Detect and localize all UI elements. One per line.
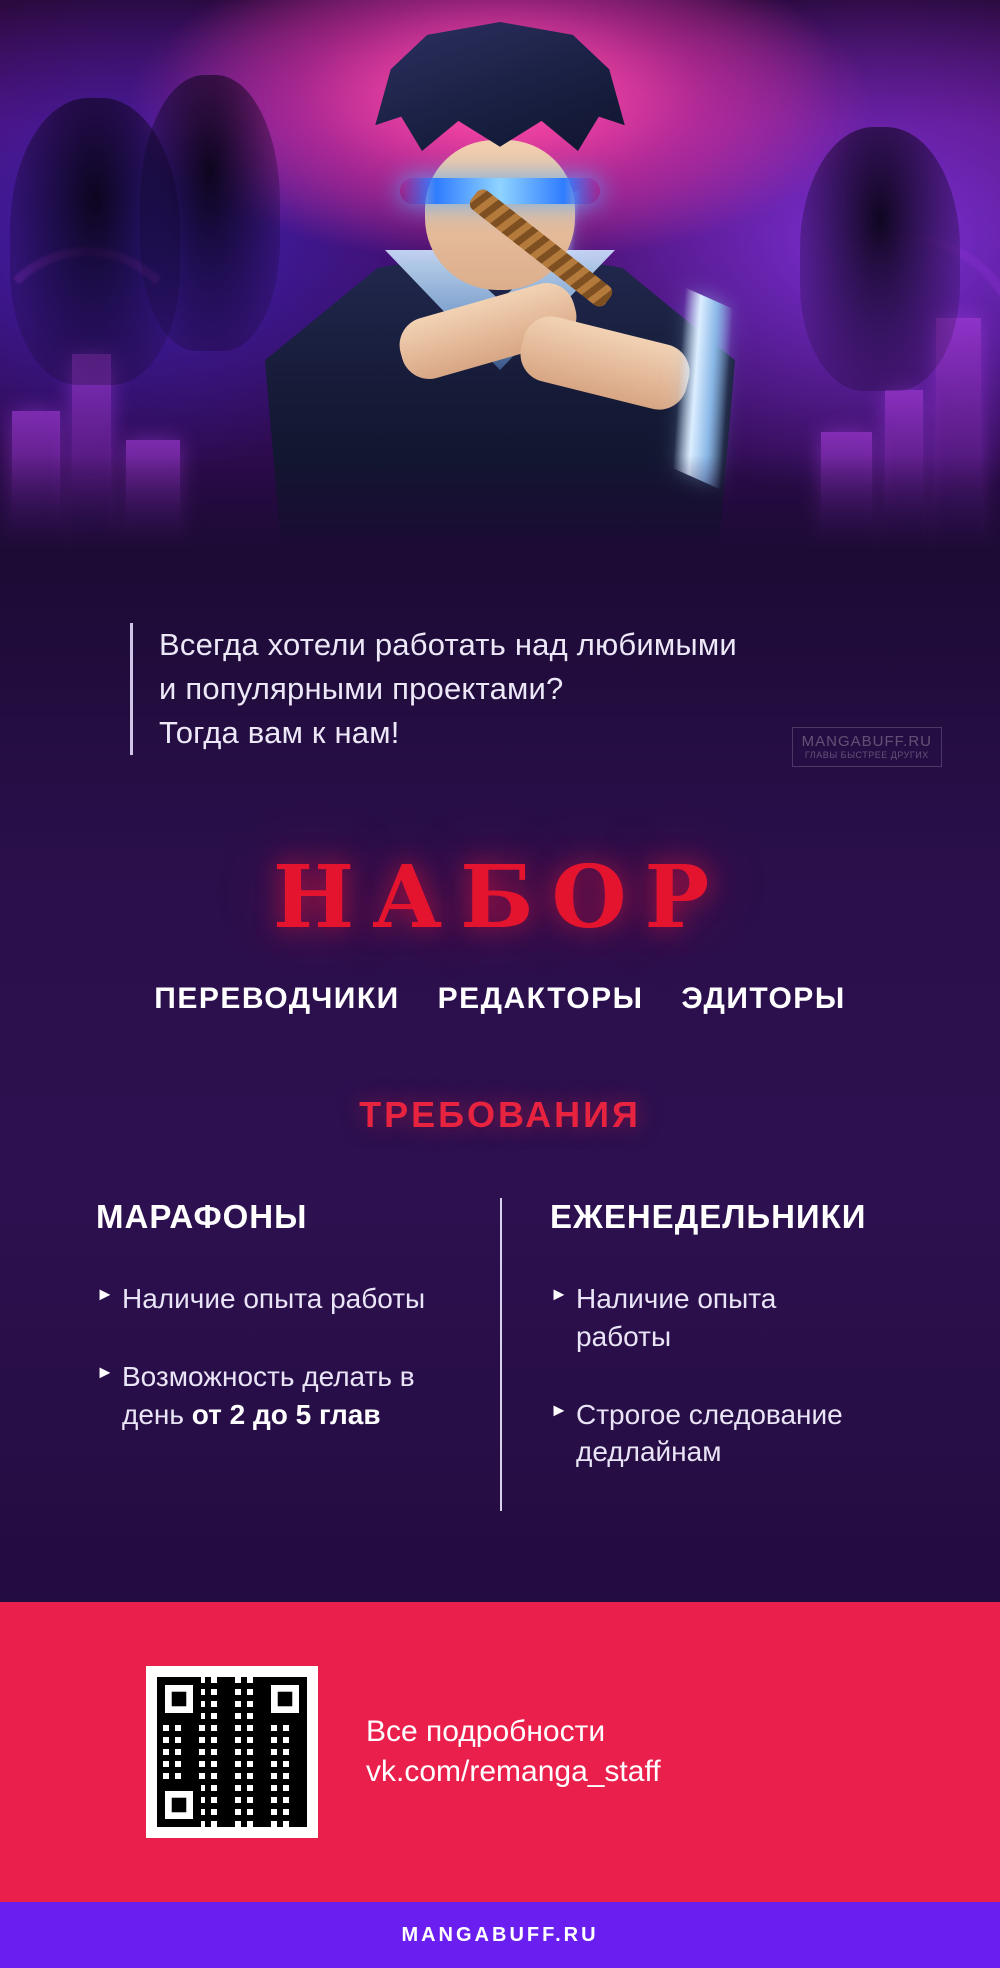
hero-fade: [0, 455, 1000, 575]
qr-eye-top-right: [263, 1677, 307, 1721]
requirement-emphasis: от 2 до 5 глав: [191, 1398, 381, 1430]
intro-line-3: Тогда вам к нам!: [159, 715, 400, 751]
role-item-editors: ЭДИТОРЫ: [681, 982, 846, 1016]
list-item: [96, 1358, 460, 1434]
list-item: [550, 1396, 864, 1472]
column-weeklies: [500, 1198, 904, 1511]
cta-section: [0, 1602, 1000, 1902]
hero-artwork: [0, 0, 1000, 575]
page-title: НАБОР: [272, 847, 728, 949]
requirement-list-weeklies: [550, 1280, 864, 1471]
requirements-title: ТРЕБОВАНИЯ: [359, 1094, 641, 1136]
cta-line-1: Все подробности: [366, 1714, 606, 1748]
cta-text-block: [366, 1712, 661, 1793]
requirement-text: Наличие опыта работы: [576, 1283, 777, 1352]
column-marathons: [96, 1198, 500, 1511]
requirement-text: Строгое следование дедлайнам: [576, 1398, 843, 1468]
list-item: [96, 1280, 460, 1318]
watermark-line-2: ГЛАВЫ БЫСТРЕЕ ДРУГИХ: [804, 750, 929, 761]
watermark-line-1: MANGABUFF.RU: [801, 733, 932, 750]
requirement-text: Возможность делать в день: [122, 1360, 415, 1430]
bullet-arrow-icon: ►: [550, 1399, 568, 1420]
column-title-weeklies: ЕЖЕНЕДЕЛЬНИКИ: [550, 1198, 867, 1236]
qr-code-pattern: [157, 1677, 307, 1827]
footer-bar: [0, 1902, 1000, 1968]
cta-link[interactable]: vk.com/remanga_staff: [366, 1755, 661, 1788]
requirements-columns: [0, 1198, 1000, 1511]
requirement-list-marathons: [96, 1280, 460, 1433]
bullet-arrow-icon: ►: [96, 1284, 114, 1305]
intro-block: [130, 623, 890, 755]
bullet-arrow-icon: ►: [550, 1284, 568, 1305]
list-item: [550, 1280, 864, 1356]
column-title-marathons: МАРАФОНЫ: [96, 1198, 308, 1236]
role-item-translators: ПЕРЕВОДЧИКИ: [154, 982, 400, 1016]
bullet-arrow-icon: ►: [96, 1361, 114, 1382]
qr-code[interactable]: [146, 1666, 318, 1838]
watermark-badge: [792, 727, 942, 767]
intro-line-1: Всегда хотели работать над любимыми: [159, 627, 737, 662]
role-item-proofreaders: РЕДАКТОРЫ: [437, 982, 644, 1016]
qr-eye-top-left: [157, 1677, 201, 1721]
roles-list: [0, 982, 1000, 1016]
qr-eye-bottom-left: [157, 1783, 201, 1827]
content-section: [0, 575, 1000, 1602]
footer-brand: MANGABUFF.RU: [401, 1923, 599, 1946]
requirement-text: Наличие опыта работы: [122, 1283, 426, 1315]
intro-line-2: и популярными проектами?: [159, 671, 564, 707]
